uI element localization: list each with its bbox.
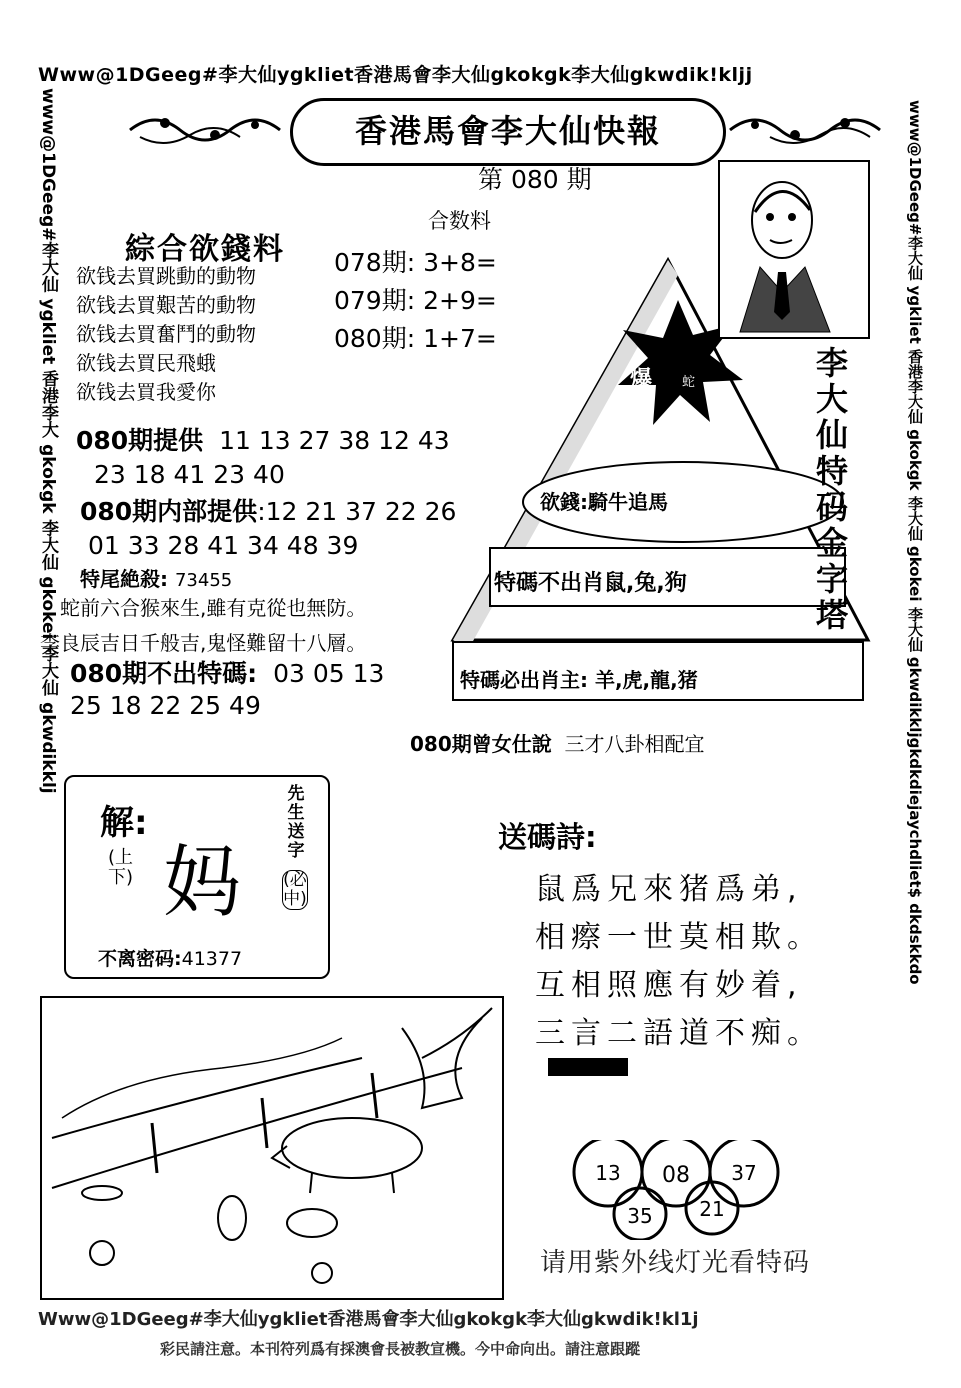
verse-line: 互相照應有妙着,	[535, 968, 803, 1003]
sum-line: 080期: 1+7=	[334, 324, 497, 353]
ring-number: 37	[731, 1161, 757, 1185]
ring-number: 13	[595, 1161, 621, 1185]
watermark-bottom: Www@1DGeeg#李大仙ygkliet香港馬會李大仙gkokgk李大仙gkwdik!kl1j	[38, 1309, 699, 1330]
burst-sub: 蛇	[682, 375, 696, 390]
tail-kill-label: 特尾絶殺:	[80, 567, 168, 591]
riddle-list	[76, 262, 256, 407]
watermark-top: Www@1DGeeg#李大仙ygkliet香港馬會李大仙gkokgk李大仙gkwdik!kljj	[38, 64, 753, 86]
secret-label: 不离密码:	[98, 948, 182, 970]
saying	[410, 728, 704, 757]
farm-drawing	[42, 998, 502, 1298]
rings	[560, 1140, 790, 1240]
seal-stamp	[548, 1058, 628, 1076]
watermark-right: www@1DGeeg#李大仙 ygkliet 香港李大仙 gkokgk 李大仙 gkokei 李大仙 gkwdikkljgkdkdiejaychdliet$ dkdskkdo	[906, 100, 924, 985]
poem-line: 蛇前六合猴來生,雖有克從也無防。	[60, 596, 367, 620]
riddle-item: 欲钱去買我愛你	[76, 380, 216, 404]
want-money: 欲錢:騎牛追馬	[540, 490, 668, 514]
no-special-block	[70, 658, 384, 722]
saying-label: 080期曾女仕說	[410, 732, 552, 756]
provide-numbers-2: 23 18 41 23 40	[94, 460, 285, 489]
burst-char: 爆	[630, 367, 653, 392]
uv-note: 请用紫外线灯光看特码	[540, 1248, 811, 1278]
secret-code	[98, 944, 242, 971]
portrait	[718, 160, 870, 339]
internal-numbers: :12 21 37 22 26	[257, 497, 457, 526]
ring-number: 08	[662, 1163, 690, 1188]
teacher-label: 先生送字	[287, 784, 305, 861]
no-special-numbers: 03 05 13	[273, 659, 385, 688]
riddle-item: 欲钱去買艱苦的動物	[76, 293, 256, 317]
no-special-label: 080期不出特碼:	[70, 659, 258, 688]
issue-number: 第 080 期	[478, 165, 592, 194]
tail-kill-value: 73455	[174, 570, 233, 591]
watermark-left: www@1DGeeg#李大仙 ygkliet 香港李大 gkokgk 李大仙 gkokei 李大仙 gkwdikklj	[38, 88, 58, 794]
tail-kill	[80, 563, 232, 592]
send-poem-title: 送碼詩:	[498, 820, 597, 854]
verse-line: 三言二語道不痴。	[535, 1016, 823, 1051]
sum-title: 合数料	[428, 209, 491, 233]
internal-block	[80, 495, 456, 563]
portrait-icon	[720, 162, 868, 337]
ring-number: 35	[627, 1204, 653, 1228]
poem-line: 李良辰吉日千般吉,鬼怪難留十八層。	[40, 631, 367, 655]
header-ornament-left	[125, 105, 285, 155]
no-zodiac: 特碼不出肖鼠,兔,狗	[494, 571, 687, 596]
sum-line: 079期: 2+9=	[334, 286, 497, 315]
farm-illustration	[40, 996, 504, 1300]
internal-label: 080期内部提供	[80, 497, 258, 526]
teacher-note: (必中)	[283, 870, 307, 909]
solve-title: 解:	[100, 803, 148, 843]
riddle-title: 綜合欲錢料	[125, 232, 285, 267]
solve-sub: (上下)	[108, 847, 134, 888]
provide-label: 080期提供	[76, 426, 204, 455]
send-poem-verses	[535, 866, 823, 1058]
provide-block	[76, 424, 450, 492]
solve-char: 妈	[163, 838, 242, 928]
verse-line: 鼠爲兄來猪爲弟,	[535, 872, 803, 907]
saying-value: 三才八卦相配宜	[564, 732, 705, 756]
no-special-numbers-2: 25 18 22 25 49	[70, 691, 261, 720]
riddle-item: 欲钱去買奮鬥的動物	[76, 322, 256, 346]
must-zodiac: 特碼必出肖主: 羊,虎,龍,猪	[460, 668, 698, 692]
page-title: 香港馬會李大仙快報	[354, 112, 661, 150]
sum-line: 078期: 3+8=	[334, 248, 497, 277]
header-ornament-right	[725, 105, 885, 155]
verse-line: 相瘵一世莫相欺。	[535, 920, 823, 955]
pyramid-title: 李大仙特码金字塔	[815, 344, 848, 634]
riddle-item: 欲钱去買跳動的動物	[76, 264, 256, 288]
ring-number: 21	[699, 1197, 725, 1221]
secret-value: 41377	[181, 948, 243, 970]
internal-numbers-2: 01 33 28 41 34 48 39	[88, 531, 359, 560]
riddle-item: 欲钱去買民飛蛾	[76, 351, 216, 375]
provide-numbers: 11 13 27 38 12 43	[219, 426, 450, 455]
bottom-notice: 彩民請注意。本刊符列爲有採澳會長被教宣機。今中命向出。請注意跟蹤	[160, 1340, 641, 1358]
